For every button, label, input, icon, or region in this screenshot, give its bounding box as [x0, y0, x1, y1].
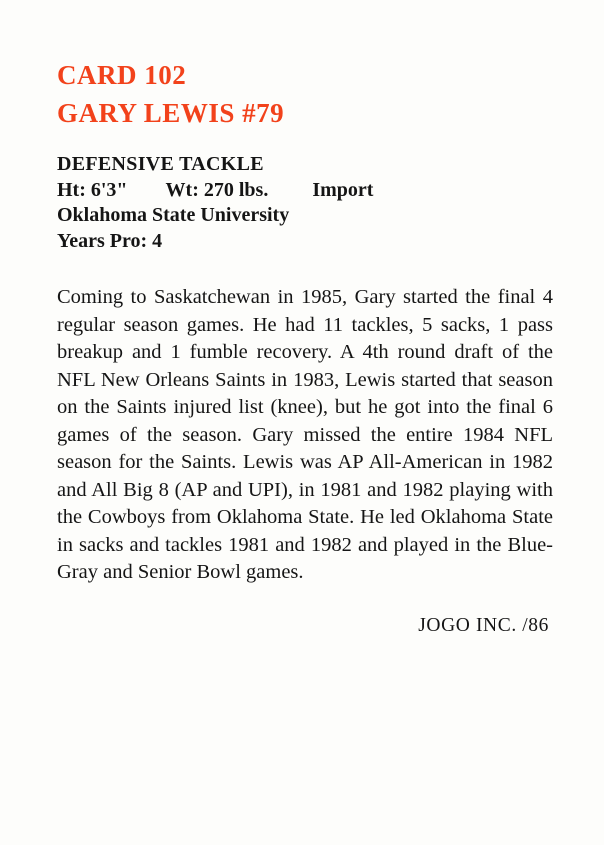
card-content: [57, 58, 553, 637]
player-status: Import: [312, 178, 374, 201]
card-heading: [57, 58, 553, 130]
player-college: Oklahoma State University: [57, 204, 290, 226]
player-weight: Wt: 270 lbs.: [165, 178, 269, 201]
player-bio-text: Coming to Saskatchewan in 1985, Gary started the final 4 regular season games. He had 11 tackles, 5 sacks, 1 pass breakup and 1 fumble recovery. A 4th round draft of the NFL New Orleans Saints in 1983, Lewis started that season on the Saints injured list (knee), but he got into the final 6 games of the season. Gary missed the entire 1984 NFL season for the Saints. Lewis was AP All-American in 1982 and All Big 8 (AP and UPI), in 1981 and 1982 playing with the Cowboys from Oklahoma State. He led Oklahoma State in sacks and tackles 1981 and 1982 and played in the Blue-Gray and Senior Bowl games.: [57, 286, 553, 583]
player-name: GARY LEWIS #79: [57, 98, 285, 128]
player-vitals: [57, 152, 553, 254]
player-measurements: [57, 178, 553, 204]
player-height: Ht: 6'3": [57, 178, 128, 201]
player-years-pro: Years Pro: 4: [57, 229, 163, 252]
player-position: DEFENSIVE TACKLE: [57, 153, 264, 175]
card-number: CARD 102: [57, 60, 187, 90]
publisher-credit: JOGO INC. /86: [418, 614, 549, 636]
player-bio: [57, 284, 553, 587]
